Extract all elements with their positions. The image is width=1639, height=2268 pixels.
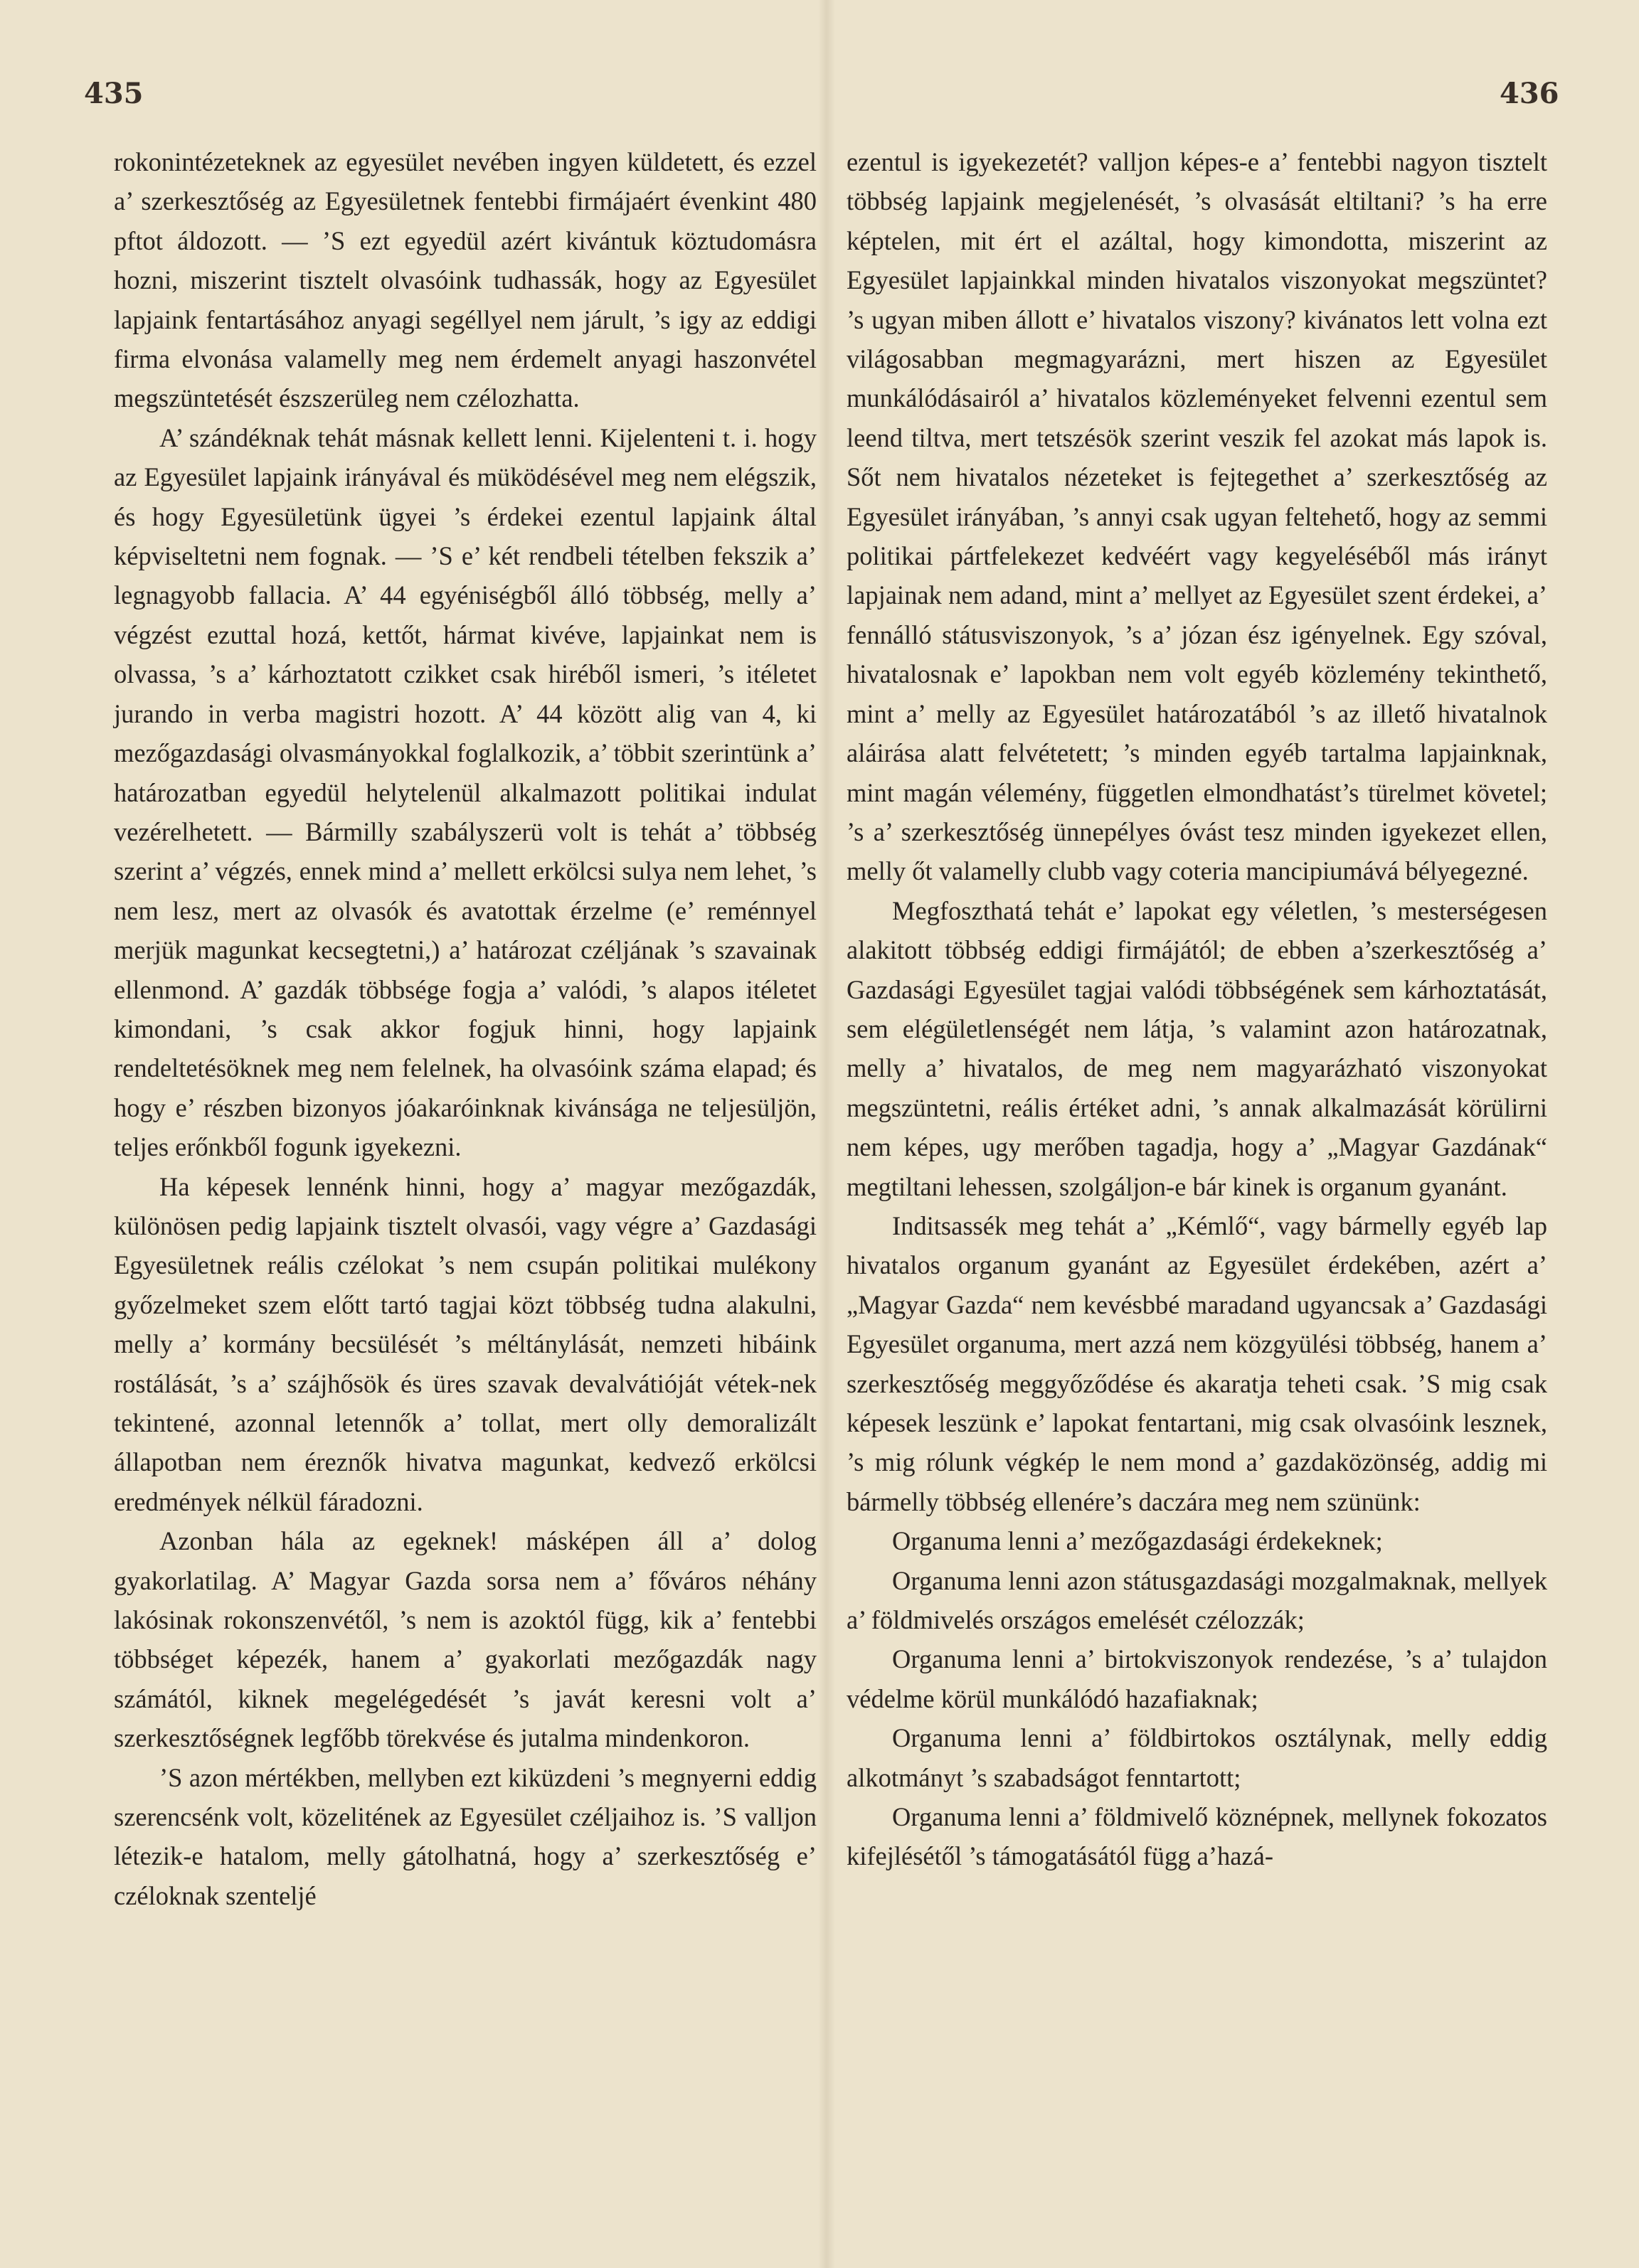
paragraph: Azonban hála az egeknek! másképen áll a’ dolog gyakorlatilag. A’ Magyar Gazda sorsa nem a’ főváros néhány lakósinak rokonszenvétől, ’s nem is azoktól függ, kik a’ fentebbi többséget képezék, hanem a’ gyakorlati mezőgazdák nagy számától, kiknek megelégedését ’s javát keresni volt a’ szerkesztőségnek legfőbb törekvése és jutalma mindenkoron. xyxy=(114,1526,817,1753)
paragraph: A’ szándéknak tehát másnak kellett lenni. Kijelenteni t. i. hogy az Egyesület lapjaink irányával és müködésével meg nem elégszik, és hogy Egyesületünk ügyei ’s érdekei ezentul lapjaink által képviseltetni nem fognak. — ’S e’ két rendbeli tételben fekszik a’ legnagyobb fallacia. A’ 44 egyéniségből álló többség, melly a’ végzést ezuttal hozá, kettőt, hármat kivéve, lapjainkat nem is olvassa, ’s a’ kárhoztatott czikket csak hiréből ismeri, ’s itéletet jurando in verba magistri hozott. A’ 44 között alig van 4, ki mezőgazdasági olvasmányokkal foglalkozik, a’ többit szerintünk a’ határozatban egyedül helytelenül alkalmazott politikai indulat vezérelhetett. — Bármilly szabályszerü volt is tehát a’ többség szerint a’ végzés, ennek mind a’ mellett erkölcsi sulya nem lehet, ’s nem lesz, mert az olvasók és avatottak érzelme (e’ reménnyel merjük magunkat kecsegtetni,) a’ határozat czéljának ’s szavainak ellenmond. A’ gazdák többsége fogja a’ valódi, ’s alapos itéletet kimondani, ’s csak akkor fogjuk hinni, hogy lapjaink rendeltetésöknek meg nem felelnek, ha olvasóink száma elapad; és hogy e’ részben bizonyos jóakaróinknak kivánsága ne teljesüljön, teljes erőnkből fogunk igyekezni. xyxy=(114,422,817,1162)
page-gutter xyxy=(818,0,835,2268)
paragraph: ezentul is igyekezetét? valljon képes-e a’ fentebbi nagyon tisztelt többség lapjaink megjelenését, ’s olvasását eltiltani? ’s ha erre képtelen, mit ért el azáltal, hogy kimondotta, miszerint az Egyesület lapjainkkal minden hivatalos viszonyokat megszüntet? ’s ugyan miben állott e’ hivatalos viszony? kivánatos lett volna ezt világosabban megmagyarázni, mert hiszen az Egyesület munkálódásairól a’ hivatalos közleményeket felvenni ezentul sem leend tiltva, mert tetszésök szerint veszik fel azokat más lapok is. Sőt nem hivatalos nézeteket is fejtegethet a’ szerkesztőség az Egyesület irányában, ’s annyi csak ugyan feltehető, hogy az semmi politikai pártfelekezet kedvéért vagy kegyeléséből más irányt lapjainak nem adand, mint a’ mellyet az Egyesület szent érdekei, a’ fennálló státusviszonyok, ’s a’ józan ész igényelnek. Egy szóval, hivatalosnak e’ lapokban nem volt egyéb közlemény tekinthető, mint a’ melly az Egyesület határozatából ’s az illető hivatalnok aláirása alatt felvétetett; ’s minden egyéb tartalma lapjainknak, mint magán vélemény, független elmondhatást’s türelmet követel; ’s a’ szerkesztőség ünnepélyes óvást tesz minden igyekezet ellen, melly őt valamelly clubb vagy coteria mancipiumává bélyegezné. xyxy=(847,147,1547,886)
paragraph: Organuma lenni a’ mezőgazdasági érdekeknek; xyxy=(892,1526,1383,1556)
paragraph: Organuma lenni a’ földbirtokos osztálynak, melly eddig alkotmányt ’s szabadságot fenntartott; xyxy=(847,1723,1547,1792)
paragraph: Organuma lenni azon státusgazdasági mozgalmaknak, mellyek a’ földmivelés országos emelését czélozzák; xyxy=(847,1565,1547,1635)
page-number-right: 436 xyxy=(1500,77,1559,110)
paragraph: Organuma lenni a’ birtokviszonyok rendezése, ’s a’ tulajdon védelme körül munkálódó hazafiaknak; xyxy=(847,1644,1547,1713)
paragraph: Megfoszthatá tehát e’ lapokat egy véletlen, ’s mesterségesen alakitott többség eddigi firmájától; de ebben a’szerkesztőség a’ Gazdasági Egyesület tagjai valódi többségének sem kárhoztatását, sem elégületlenségét nem látja, ’s valamint azon határozatnak, melly a’ hivatalos, de meg nem magyarázható viszonyokat megszüntetni, reális értéket adni, ’s annak alkalmazását körülirni nem képes, ugy merőben tagadja, hogy a’ „Magyar Gazdának“ megtiltani lehessen, szolgáljon-e bár kinek is organum gyanánt. xyxy=(847,895,1547,1201)
paragraph: Organuma lenni a’ földmivelő köznépnek, mellynek fokozatos kifejlésétől ’s támogatásától függ a’hazá- xyxy=(847,1802,1547,1871)
paragraph: Ha képesek lennénk hinni, hogy a’ magyar mezőgazdák, különösen pedig lapjaink tisztelt olvasói, vagy végre a’ Gazdasági Egyesületnek reális czélokat ’s nem csupán politikai mulékony győzelmeket szem előtt tartó tagjai közt többség tudna alakulni, melly a’ kormány becsülését ’s méltánylását, nemzeti hibáink rostálását, ’s a’ szájhősök és üres szavak devalvátióját vétek-nek tekintené, azonnal letennők a’ tollat, mert olly demoralizált állapotban nem éreznők hivatva magunkat, kedvező erkölcsi eredmények nélkül fáradozni. xyxy=(114,1171,817,1516)
page-number-left: 435 xyxy=(84,77,144,110)
paragraph: Inditsassék meg tehát a’ „Kémlő“, vagy bármelly egyéb lap hivatalos organum gyanánt az Egyesület érdekében, azért a’ „Magyar Gazda“ nem kevésbbé maradand ugyancsak a’ Gazdasági Egyesület organuma, mert azzá nem közgyülési többség, hanem a’ szerkesztőség meggyőződése és akaratja teheti csak. ’S mig csak képesek leszünk e’ lapokat fentartani, mig csak olvasóink lesznek, ’s mig rólunk végkép le nem mond a’ gazdaközönség, addig mi bármelly többség ellenére’s daczára meg nem szününk: xyxy=(847,1210,1547,1516)
paragraph: rokonintézeteknek az egyesület nevében ingyen küldetett, és ezzel a’ szerkesztőség az Egyesületnek fentebbi firmájaért évenkint 480 pftot áldozott. — ’S ezt egyedül azért kivántuk köztudomásra hozni, miszerint tisztelt olvasóink tudhassák, hogy az Egyesület lapjaink fentartásához anyagi segéllyel nem járult, ’s igy az eddigi firma elvonása valamelly meg nem érdemelt anyagi haszonvétel megszüntetését észszerüleg nem czélozhatta. xyxy=(114,147,817,413)
right-page-column xyxy=(847,142,1547,2247)
left-page-column xyxy=(114,142,817,2247)
paragraph: ’S azon mértékben, mellyben ezt kiküzdeni ’s megnyerni eddig szerencsénk volt, közelitének az Egyesület czéljaihoz is. ’S valljon létezik-e hatalom, melly gátolhatná, hogy a’ szerkesztőség e’ czéloknak szenteljé xyxy=(114,1762,817,1910)
